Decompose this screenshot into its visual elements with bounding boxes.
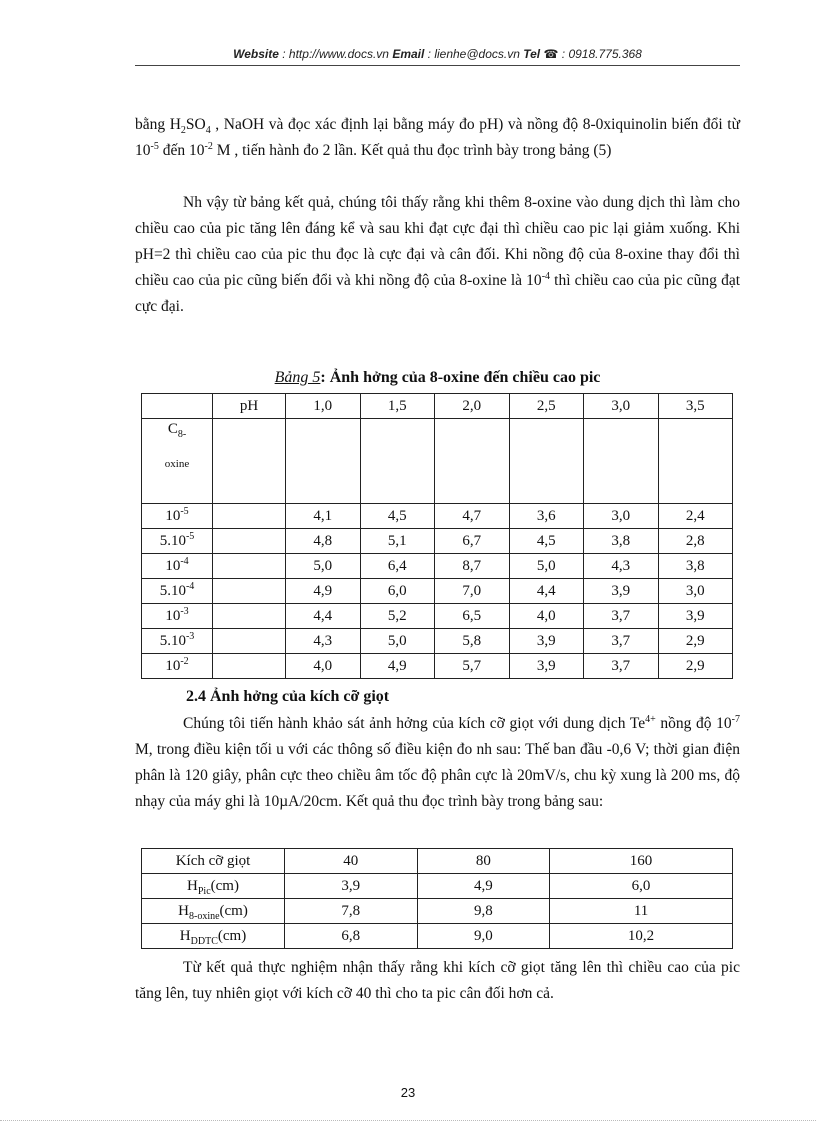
value-cell: 5,1 xyxy=(360,529,435,554)
value-cell: 6,0 xyxy=(550,874,733,899)
value-cell: 5,7 xyxy=(435,654,510,679)
section-heading: 2.4 Ảnh hởng của kích cỡ giọt xyxy=(186,688,390,705)
value-cell: 5,0 xyxy=(286,554,361,579)
concentration-label-cell: $C_{8-}$ oxine xyxy=(142,419,213,504)
header-divider xyxy=(135,65,740,66)
value-cell: 9,8 xyxy=(417,899,550,924)
table-cell xyxy=(213,504,286,529)
ph-value-cell: 1,5 xyxy=(360,394,435,419)
value-cell: 3,9 xyxy=(509,654,584,679)
value-cell: 10,2 xyxy=(550,924,733,949)
table-row xyxy=(142,604,733,629)
table-cell xyxy=(509,419,584,504)
value-cell: 4,8 xyxy=(286,529,361,554)
row-label-cell: $H_{Pic}(cm)$ xyxy=(142,874,285,899)
value-cell: 5,8 xyxy=(435,629,510,654)
value-cell: 5,0 xyxy=(360,629,435,654)
value-cell: 7,0 xyxy=(435,579,510,604)
value-cell: 3,9 xyxy=(285,874,418,899)
value-cell: 2,4 xyxy=(658,504,733,529)
value-cell: 3,9 xyxy=(658,604,733,629)
table-row xyxy=(142,554,733,579)
value-cell: 4,9 xyxy=(360,654,435,679)
paragraph-3: Chúng tôi tiến hành khảo sát ảnh hởng của kích cỡ giọt với dung dịch $Te^{4+}$ nồng độ $10^{-7}$ M, trong điều kiện tối u với các thông số điều kiện đo nh sau: Thế ban đầu -0,6 V; thời gian điện phân là 120 giây, phân cực theo chiều âm tốc độ phân cực là 20mV/s, chu kỳ xung là 200 ms, độ nhạy của máy ghi là 10µA/20cm. Kết quả thu đọc trình bày trong bảng sau: xyxy=(135,713,741,810)
value-cell: 3,9 xyxy=(509,629,584,654)
table-row xyxy=(142,529,733,554)
tel-label: Tel xyxy=(523,47,541,61)
concentration-cell: $10^{-5}$ xyxy=(142,504,213,529)
ph-value-cell: 3,5 xyxy=(658,394,733,419)
table-header-row xyxy=(142,849,733,874)
email-label: Email xyxy=(392,47,425,61)
table-drop-size xyxy=(141,848,733,949)
tel-value: : 0918.775.368 xyxy=(558,47,642,61)
table-cell xyxy=(213,604,286,629)
value-cell: 4,7 xyxy=(435,504,510,529)
value-cell: 4,9 xyxy=(417,874,550,899)
value-cell: 5,2 xyxy=(360,604,435,629)
value-cell: 3,9 xyxy=(584,579,659,604)
drop-size-cell: 160 xyxy=(550,849,733,874)
page-number: 23 xyxy=(400,1085,416,1100)
value-cell: 4,3 xyxy=(286,629,361,654)
table-cell xyxy=(584,419,659,504)
value-cell: 9,0 xyxy=(417,924,550,949)
value-cell: 6,7 xyxy=(435,529,510,554)
table-cell xyxy=(213,654,286,679)
paragraph-2: Nh vậy từ bảng kết quả, chúng tôi thấy rằng khi thêm 8-oxine vào dung dịch thì làm cho chiều cao của pic tăng lên đáng kể và sau khi đạt cực đại thì chiều cao pic lại giảm xuống. Khi pH=2 thì chiều cao của pic thu đọc là cực đại và cân đối. Khi nồng độ của 8-oxine thay đổi thì chiều cao của pic cũng biến đổi và khi nồng độ của 8-oxine là $10^{-4}$ thì chiều cao của pic cũng đạt cực đại. xyxy=(135,194,741,315)
table-cell xyxy=(213,554,286,579)
ph-value-cell: 2,5 xyxy=(509,394,584,419)
value-cell: 3,7 xyxy=(584,604,659,629)
paragraph-1: bằng $H_2SO_4$ , NaOH và đọc xác định lại bằng máy đo pH) và nồng độ 8-0xiquinolin biến đổi từ $10^{-5}$ đến $10^{-2}$ M , tiến hành đo 2 lần. Kết quả thu đọc trình bày trong bảng (5) xyxy=(135,116,741,159)
caption-text: : Ảnh hởng của 8-oxine đến chiều cao pic xyxy=(320,369,601,386)
paragraph-4: Từ kết quả thực nghiệm nhận thấy rằng khi kích cỡ giọt tăng lên thì chiều cao của pic tăng lên, tuy nhiên giọt với kích cỡ 40 thì cho ta pic cân đối hơn cả. xyxy=(135,959,740,1002)
concentration-cell: $10^{-2}$ xyxy=(142,654,213,679)
table-row xyxy=(142,924,733,949)
value-cell: 4,3 xyxy=(584,554,659,579)
page-bottom-divider xyxy=(0,1120,816,1121)
concentration-cell: $10^{-3}$ xyxy=(142,604,213,629)
row-label-cell: $H_{DDTC}(cm)$ xyxy=(142,924,285,949)
value-cell: 2,8 xyxy=(658,529,733,554)
table-cell xyxy=(213,579,286,604)
drop-size-cell: 40 xyxy=(285,849,418,874)
value-cell: 3,8 xyxy=(584,529,659,554)
phone-icon: ☎ xyxy=(543,47,559,61)
value-cell: 11 xyxy=(550,899,733,924)
table-cell xyxy=(360,419,435,504)
table-row xyxy=(142,654,733,679)
table-row xyxy=(142,579,733,604)
value-cell: 4,5 xyxy=(360,504,435,529)
value-cell: 4,0 xyxy=(509,604,584,629)
value-cell: 6,4 xyxy=(360,554,435,579)
email-value[interactable]: : lienhe@docs.vn xyxy=(424,47,524,61)
table-header-row xyxy=(142,394,733,419)
value-cell: 6,5 xyxy=(435,604,510,629)
table-cell xyxy=(213,629,286,654)
table-row xyxy=(142,629,733,654)
value-cell: 6,8 xyxy=(285,924,418,949)
value-cell: 4,0 xyxy=(286,654,361,679)
value-cell: 3,8 xyxy=(658,554,733,579)
table-cell xyxy=(213,529,286,554)
website-label: Website xyxy=(233,47,279,61)
drop-size-label-cell: Kích cỡ giọt xyxy=(142,849,285,874)
value-cell: 4,4 xyxy=(509,579,584,604)
value-cell: 2,9 xyxy=(658,654,733,679)
table-5-caption xyxy=(135,369,740,387)
ph-value-cell: 2,0 xyxy=(435,394,510,419)
ph-value-cell: 1,0 xyxy=(286,394,361,419)
micro-symbol: µ xyxy=(279,793,289,810)
value-cell: 2,9 xyxy=(658,629,733,654)
page-header xyxy=(135,47,740,61)
ph-value-cell: 3,0 xyxy=(584,394,659,419)
table-row xyxy=(142,874,733,899)
table-cell xyxy=(213,419,286,504)
table-row xyxy=(142,419,733,504)
value-cell: 3,0 xyxy=(584,504,659,529)
value-cell: 3,0 xyxy=(658,579,733,604)
caption-label: Bảng 5 xyxy=(274,369,321,386)
value-cell: 4,5 xyxy=(509,529,584,554)
table-cell xyxy=(286,419,361,504)
value-cell: 7,8 xyxy=(285,899,418,924)
concentration-cell: $5.10^{-4}$ xyxy=(142,579,213,604)
table-cell xyxy=(658,419,733,504)
value-cell: 3,6 xyxy=(509,504,584,529)
drop-size-cell: 80 xyxy=(417,849,550,874)
value-cell: 4,1 xyxy=(286,504,361,529)
table-row xyxy=(142,899,733,924)
table-row xyxy=(142,504,733,529)
table-cell xyxy=(142,394,213,419)
concentration-cell: $5.10^{-3}$ xyxy=(142,629,213,654)
value-cell: 3,7 xyxy=(584,629,659,654)
concentration-cell: $5.10^{-5}$ xyxy=(142,529,213,554)
table-cell xyxy=(435,419,510,504)
value-cell: 4,4 xyxy=(286,604,361,629)
table-8-oxine-effect xyxy=(141,393,733,679)
row-label-cell: $H_{8-oxine}(cm)$ xyxy=(142,899,285,924)
value-cell: 3,7 xyxy=(584,654,659,679)
concentration-cell: $10^{-4}$ xyxy=(142,554,213,579)
value-cell: 6,0 xyxy=(360,579,435,604)
value-cell: 4,9 xyxy=(286,579,361,604)
value-cell: 8,7 xyxy=(435,554,510,579)
ph-label-cell: pH xyxy=(213,394,286,419)
website-value[interactable]: : http://www.docs.vn xyxy=(278,47,393,61)
value-cell: 5,0 xyxy=(509,554,584,579)
